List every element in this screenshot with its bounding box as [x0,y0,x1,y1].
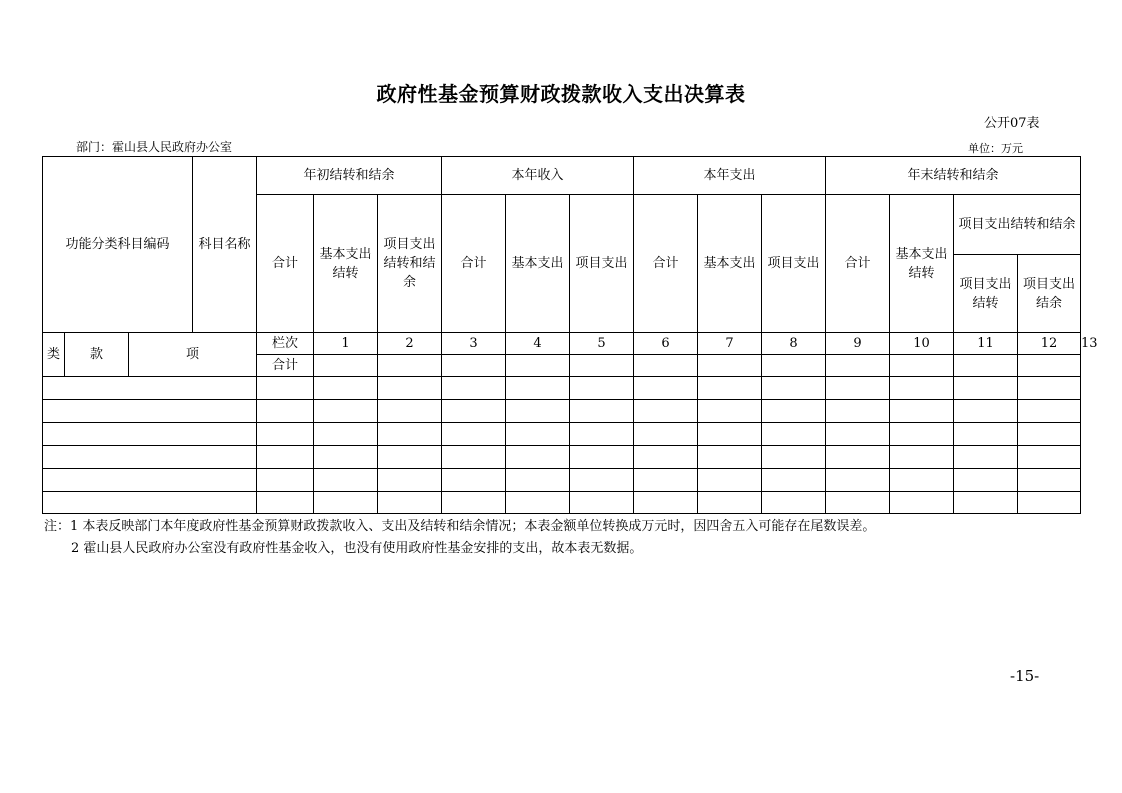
budget-table: 功能分类科目编码 科目名称 年初结转和结余 本年收入 本年支出 年末结转和结余 合计 基本支出结转 项目支出结转和结余 合计 基本支出 项目支出 合计 基本支出 项目支出 合计 基本支出结转 项目支出结转和结余 项目支出结转 项目支出结余 类 款 项 栏次 1 2 3 4 5 6 7 8 9 10 11 12 13 合计 [42,156,1081,514]
table-row [43,492,1081,514]
col-number: 3 [442,333,506,355]
notes [44,516,875,560]
unit-label: 单位：万元 [968,142,1023,155]
note-1: 注：1 本表反映部门本年度政府性基金预算财政拨款收入、支出及结转和结余情况；本表金额单位转换成万元时，因四舍五入可能存在尾数误差。 [44,519,876,534]
col-number: 11 [954,333,1018,355]
header-group-income: 本年收入 [442,157,634,195]
col-number: 10 [890,333,954,355]
header-expense-project: 项目支出 [762,195,826,333]
table-row [43,400,1081,423]
header-begin-basic-carry: 基本支出结转 [314,195,378,333]
header-end-project-carry: 项目支出结转 [954,255,1018,333]
header-income-basic: 基本支出 [506,195,570,333]
header-expense-basic: 基本支出 [698,195,762,333]
page-number: -15- [1010,667,1040,685]
header-end-project-surplus: 项目支出结余 [1018,255,1081,333]
col-number: 4 [506,333,570,355]
header-end-total: 合计 [826,195,890,333]
col-number: 5 [570,333,634,355]
header-lei: 类 [43,333,65,377]
col-number: 2 [378,333,442,355]
total-label: 合计 [257,355,314,377]
col-number: 7 [698,333,762,355]
header-end-basic-carry: 基本支出结转 [890,195,954,333]
header-group-begin: 年初结转和结余 [257,157,442,195]
page-title: 政府性基金预算财政拨款收入支出决算表 [376,82,746,106]
note-2: 2 霍山县人民政府办公室没有政府性基金收入，也没有使用政府性基金安排的支出，故本表无数据。 [71,541,643,556]
department-label: 部门：霍山县人民政府办公室 [76,140,233,154]
header-group-expense: 本年支出 [634,157,826,195]
header-lanci: 栏次 [257,333,314,355]
table-row [43,377,1081,400]
header-end-project-group: 项目支出结转和结余 [954,195,1081,255]
form-number: 公开07表 [984,116,1040,131]
header-expense-total: 合计 [634,195,698,333]
table-row [43,469,1081,492]
table-row [43,446,1081,469]
header-subject-name: 科目名称 [193,157,257,333]
table-row [43,423,1081,446]
header-begin-total: 合计 [257,195,314,333]
header-func-code: 功能分类科目编码 [43,157,193,333]
header-income-total: 合计 [442,195,506,333]
header-xiang: 项 [129,333,257,377]
col-number: 6 [634,333,698,355]
header-kuan: 款 [65,333,129,377]
col-number: 8 [762,333,826,355]
col-number: 1 [314,333,378,355]
col-number: 9 [826,333,890,355]
header-group-end: 年末结转和结余 [826,157,1081,195]
header-begin-project-carry-surplus: 项目支出结转和结余 [378,195,442,333]
header-income-project: 项目支出 [570,195,634,333]
col-number: 12 [1018,333,1081,355]
